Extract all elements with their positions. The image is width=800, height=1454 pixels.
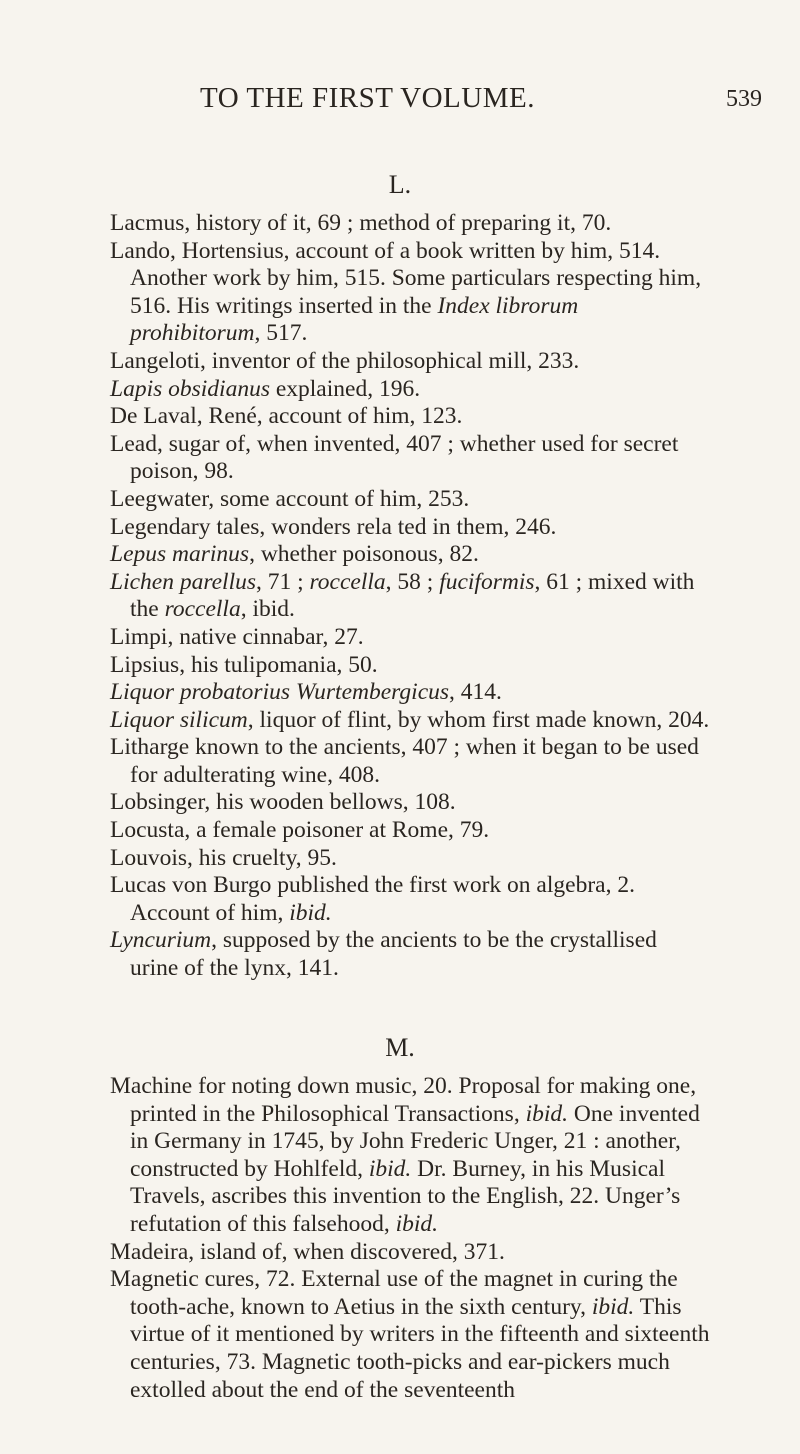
section-heading-m: M. [385, 1033, 415, 1062]
index-entry [110, 210, 710, 238]
index-entry [110, 679, 710, 707]
index-entry [110, 734, 710, 789]
running-title: TO THE FIRST VOLUME. [200, 82, 535, 114]
index-entry [110, 872, 710, 927]
entry-text: This virtue of it mentioned by writers in the fifteenth and sixteenth centuries, 73. Magnetic tooth-picks and ear-pickers much extolled about the end of the seventeenth [130, 1293, 710, 1403]
entry-text: , 414. [449, 679, 502, 706]
index-entry [110, 1239, 710, 1267]
entry-text: Machine for noting down music, 20. Proposal for making one, printed in the Philosophical Transactions, [110, 1073, 697, 1127]
entry-italic-text: roccella [164, 596, 241, 623]
running-head [0, 82, 800, 122]
index-entry [110, 486, 710, 514]
index-entry [110, 789, 710, 817]
entry-text: Lando, Hortensius, account of a book written by him, 514. Another work by him, 515. Some particulars respecting him, 516. His writings inserted in the [110, 237, 702, 319]
entry-italic-text: Lyncurium [110, 927, 212, 954]
entry-text: , 58 ; [385, 568, 440, 595]
entry-text: Lobsinger, his wooden bellows, 108. [110, 789, 456, 816]
entry-text: Locusta, a female poisoner at Rome, 79. [110, 817, 490, 844]
entry-italic-text: Liquor probatorius Wurtembergicus [110, 679, 450, 706]
page-number: 539 [726, 86, 762, 112]
index-entry [110, 817, 710, 845]
entry-italic-text: Lichen parellus [110, 568, 256, 595]
index-entry [110, 707, 710, 735]
entry-italic-text: Liquor silicum [110, 706, 248, 733]
entry-text: One invented in Germany in 1745, by John Frederic Unger, 21 : another, constructed by Hohlfeld, [130, 1100, 700, 1182]
index-entry [110, 514, 710, 542]
entry-italic-text: ibid. [395, 1210, 439, 1237]
index-entry [110, 431, 710, 486]
entry-italic-text: ibid. [525, 1100, 569, 1127]
index-entry [110, 927, 710, 982]
entry-text: , liquor of flint, by whom first made known, 204. [247, 706, 710, 733]
entry-text: Lead, sugar of, when invented, 407 ; whether used for secret poison, 98. [110, 430, 679, 485]
section-heading-l: L. [388, 170, 412, 199]
entry-text: , ibid. [240, 596, 295, 623]
entry-text: Madeira, island of, when discovered, 371. [110, 1238, 505, 1265]
index-entry [110, 376, 710, 404]
entry-text: Lacmus, history of it, 69 ; method of preparing it, 70. [110, 210, 612, 236]
index-entry [110, 403, 710, 431]
entry-text: , whether poisonous, 82. [249, 541, 479, 568]
entry-text: Litharge known to the ancients, 407 ; when it began to be used for adulterating wine, 408. [110, 734, 699, 788]
entry-italic-text: fuciformis [439, 568, 535, 595]
index-entry [110, 569, 710, 624]
entry-text: Dr. Burney, in his Musical Travels, ascribes this invention to the English, 22. Unger’s refutation of this falsehood, [130, 1155, 681, 1237]
entry-italic-text: ibid. [368, 1155, 412, 1182]
entry-italic-text: Lepus marinus [110, 541, 250, 568]
index-entry [110, 541, 710, 569]
entry-text: Leegwater, some account of him, 253. [110, 485, 470, 512]
entry-text: Magnetic cures, 72. External use of the magnet in curing the tooth-ache, known to Aetius in the sixth century, [110, 1266, 678, 1320]
entry-italic-text: Lapis obsidianus [110, 375, 270, 402]
entry-text: explained, 196. [269, 375, 421, 402]
entry-italic-text: ibid. [289, 899, 332, 926]
entry-italic-text: roccella [309, 568, 386, 595]
entry-text: Lucas von Burgo published the first work on algebra, 2. Account of him, [110, 872, 635, 926]
entry-text: Limpi, native cinnabar, 27. [110, 623, 364, 650]
index-entry [110, 348, 710, 376]
index-entry [110, 238, 710, 348]
section-l-entries [110, 210, 710, 983]
section-m-entries [110, 1073, 710, 1404]
index-entry [110, 652, 710, 680]
entry-italic-text: Index librorum prohibitorum [130, 292, 579, 347]
entry-italic-text: ibid. [591, 1293, 635, 1320]
entry-text: , 517. [254, 320, 308, 347]
entry-text: Langeloti, inventor of the philosophical mill, 233. [110, 347, 580, 374]
index-entry [110, 1073, 710, 1239]
entry-text: De Laval, René, account of him, 123. [110, 403, 463, 430]
index-entry [110, 1266, 710, 1404]
entry-text: , supposed by the ancients to be the crystallised urine of the lynx, 141. [130, 927, 657, 982]
entry-text: Lipsius, his tulipomania, 50. [110, 651, 378, 678]
entry-text: , 71 ; [256, 568, 310, 595]
index-entry [110, 845, 710, 873]
index-entry [110, 624, 710, 652]
entry-text: , 61 ; mixed with the [130, 568, 695, 623]
entry-text: Louvois, his cruelty, 95. [110, 844, 337, 871]
entry-text: Legendary tales, wonders rela ted in them, 246. [110, 513, 557, 540]
